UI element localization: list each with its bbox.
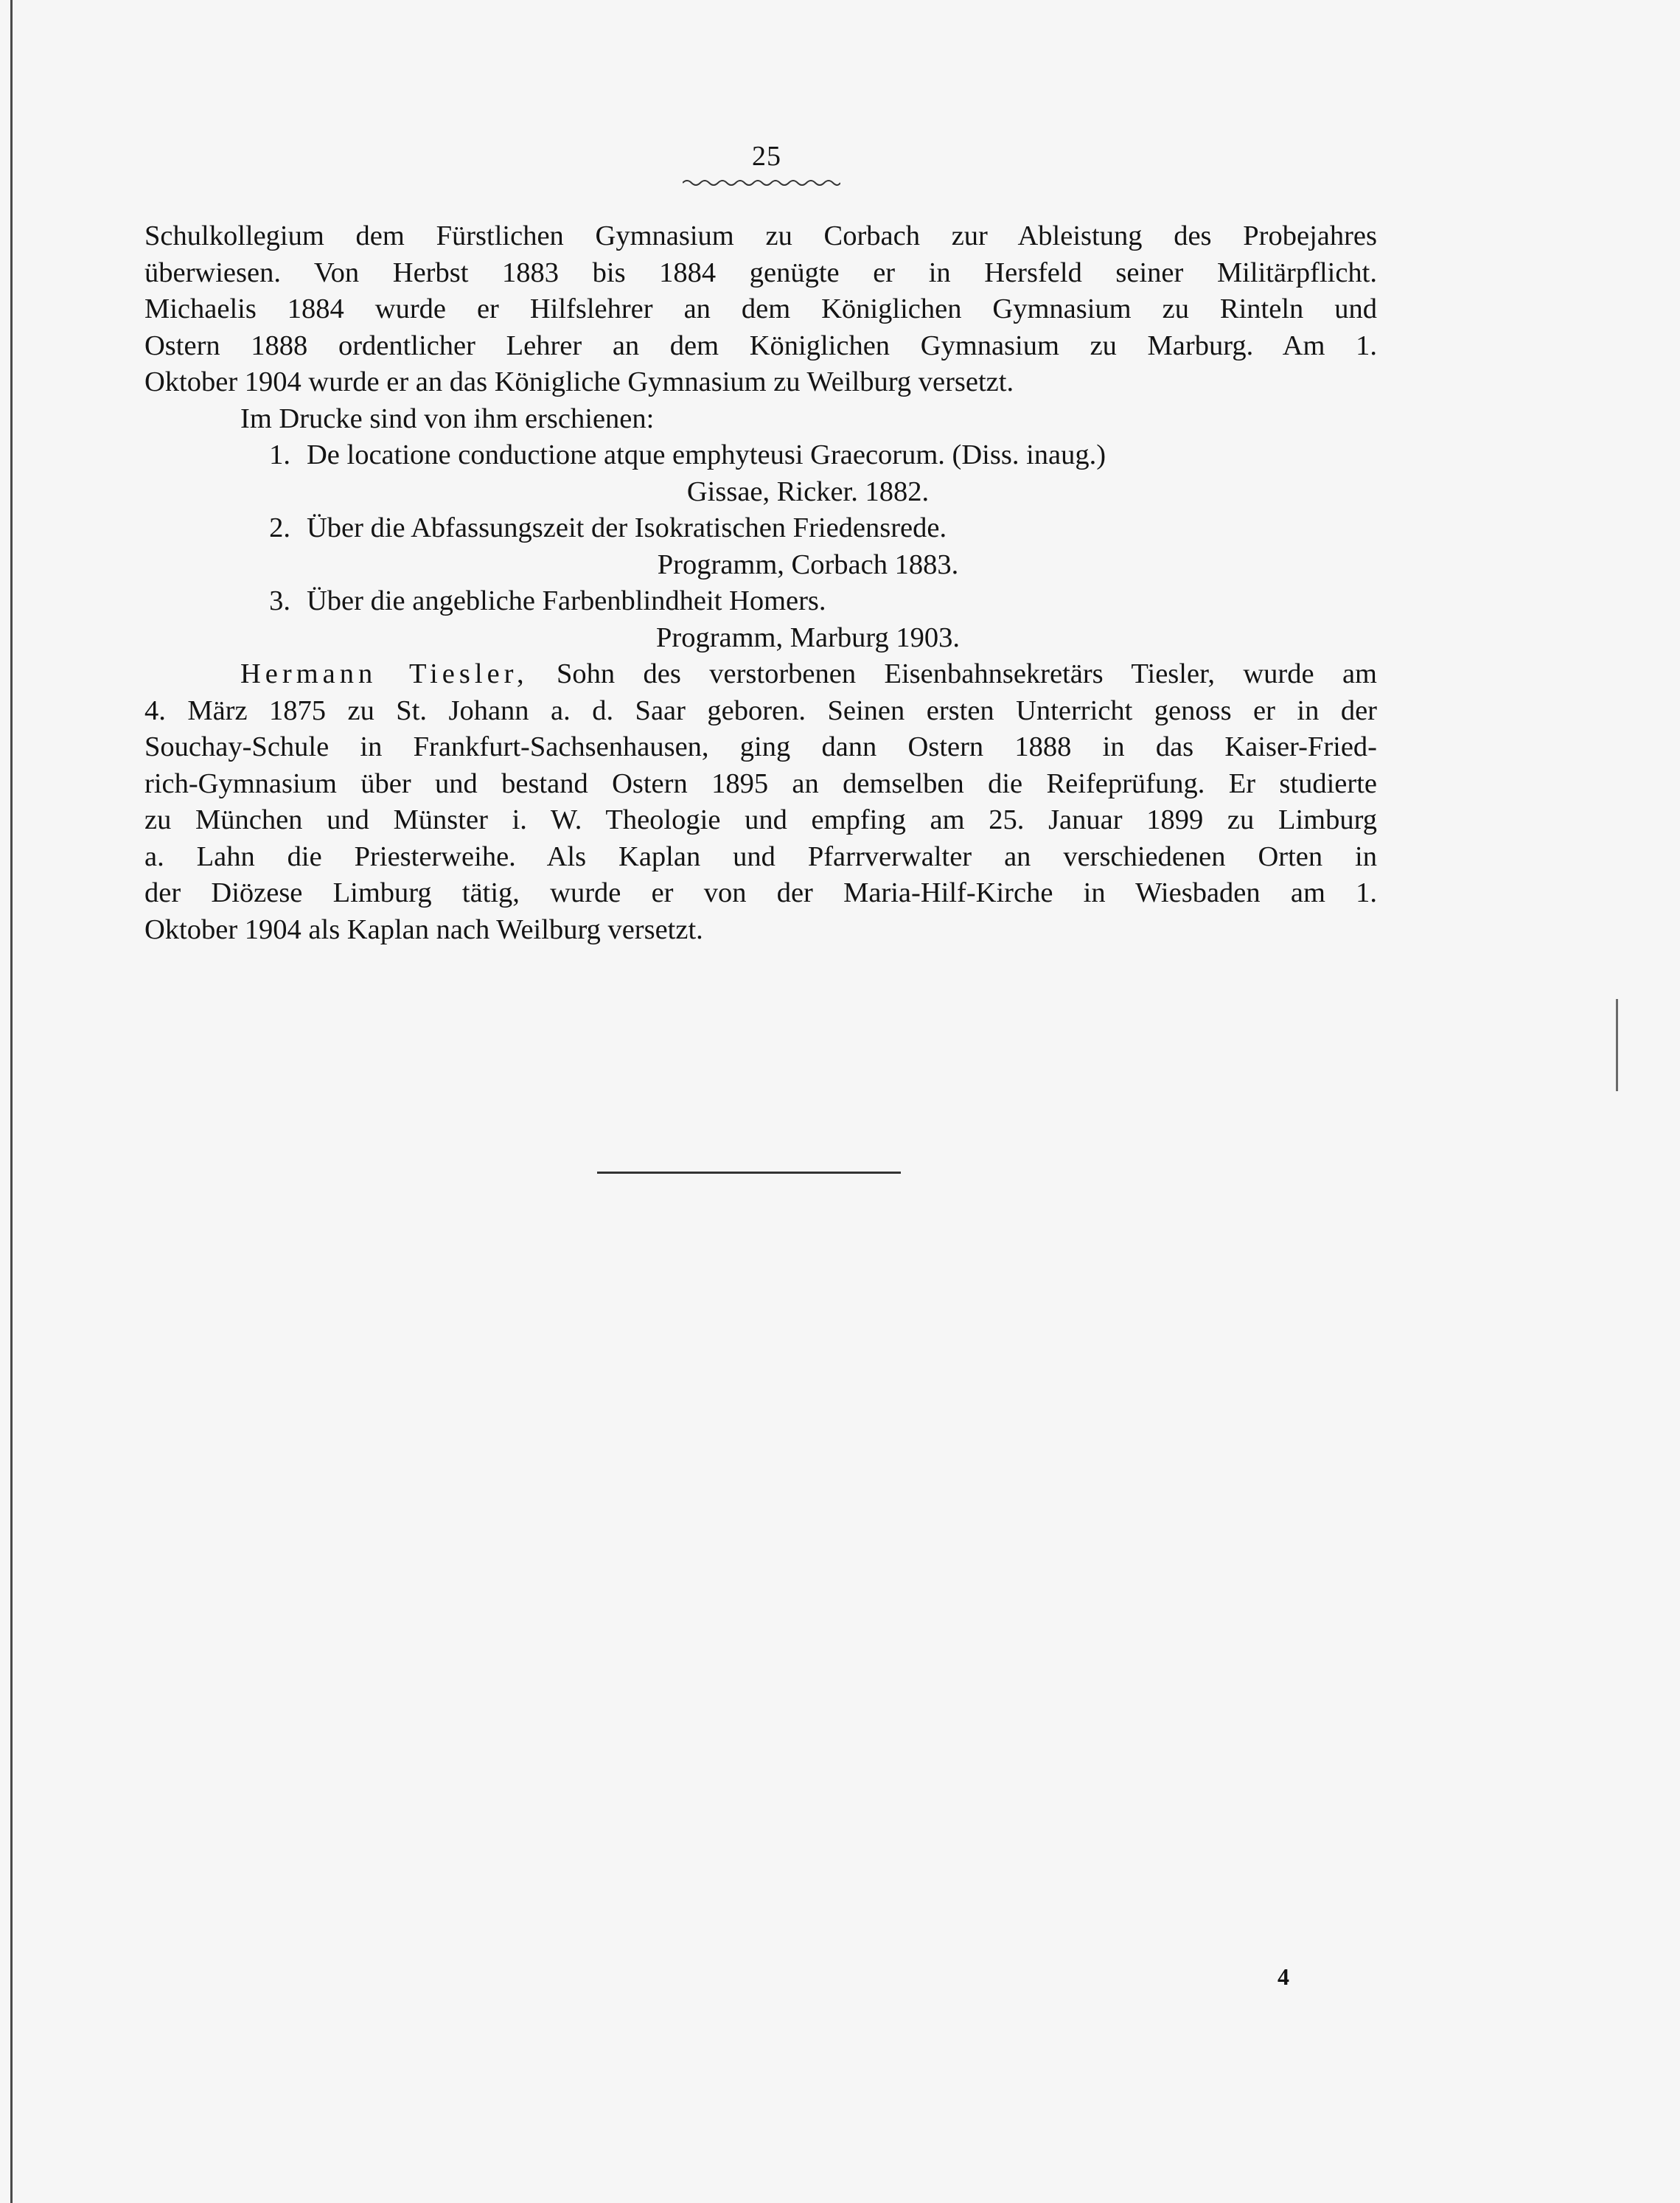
publication-imprint: Programm, Marburg 1903. — [655, 622, 961, 653]
page-edge-shadow — [10, 0, 13, 2203]
signature-mark: 4 — [1278, 1963, 1289, 1990]
publication-number: 1. — [269, 439, 290, 470]
publication-title: De locatione conductione atque emphyteusi Graecorum. (Diss. inaug.) — [307, 439, 1106, 470]
text-line: rich-Gymnasium über und bestand Ostern 1895 an demselben die Reifeprüfung. Er studierte — [144, 768, 1377, 799]
section-divider — [597, 1172, 901, 1174]
margin-mark — [1616, 999, 1618, 1091]
paragraph-continuation — [144, 218, 1377, 948]
person-name: Hermann Tiesler, — [240, 658, 529, 689]
ornamental-squiggle — [683, 177, 840, 189]
publication-imprint: Gissae, Ricker. 1882. — [686, 476, 930, 507]
publication-title: Über die angebliche Farbenblindheit Homers. — [307, 585, 826, 616]
text-line: Oktober 1904 als Kaplan nach Weilburg versetzt. — [144, 913, 703, 945]
text-line: Ostern 1888 ordentlicher Lehrer an dem Königlichen Gymnasium zu Marburg. Am 1. — [144, 330, 1377, 361]
text-line: Michaelis 1884 wurde er Hilfslehrer an dem Königlichen Gymnasium zu Rinteln und — [144, 293, 1377, 324]
text-line: der Diözese Limburg tätig, wurde er von der Maria-Hilf-Kirche in Wiesbaden am 1. — [144, 877, 1377, 908]
publication-imprint: Programm, Corbach 1883. — [657, 549, 959, 580]
text-line: Souchay-Schule in Frankfurt-Sachsenhausen, ging dann Ostern 1888 in das Kaiser-Fried- — [144, 731, 1377, 762]
text-line: a. Lahn die Priesterweihe. Als Kaplan und Pfarrverwalter an verschiedenen Orten in — [144, 841, 1377, 872]
page-number: 25 — [752, 141, 781, 172]
text-fragment: Sohn des verstorbenen Eisenbahnsekretärs Tiesler, wurde am — [528, 658, 1377, 689]
publication-item — [144, 510, 1377, 583]
publications-intro: Im Drucke sind von ihm erschienen: — [240, 403, 655, 434]
text-line: Schulkollegium dem Fürstlichen Gymnasium zu Corbach zur Ableistung des Probejahres — [144, 220, 1377, 251]
text-line: zu München und Münster i. W. Theologie und empfing am 25. Januar 1899 zu Limburg — [144, 804, 1377, 835]
publication-item — [144, 583, 1377, 656]
biography-first-line — [144, 656, 1377, 693]
text-line: überwiesen. Von Herbst 1883 bis 1884 genügte er in Hersfeld seiner Militärpflicht. — [144, 257, 1377, 288]
publication-number: 3. — [269, 585, 290, 616]
publication-title: Über die Abfassungszeit der Isokratischen Friedensrede. — [307, 512, 947, 543]
text-line: Oktober 1904 wurde er an das Königliche Gymnasium zu Weilburg versetzt. — [144, 366, 1014, 397]
text-line: 4. März 1875 zu St. Johann a. d. Saar geboren. Seinen ersten Unterricht genoss er in der — [144, 695, 1377, 726]
publication-number: 2. — [269, 512, 290, 543]
publication-item — [144, 437, 1377, 510]
